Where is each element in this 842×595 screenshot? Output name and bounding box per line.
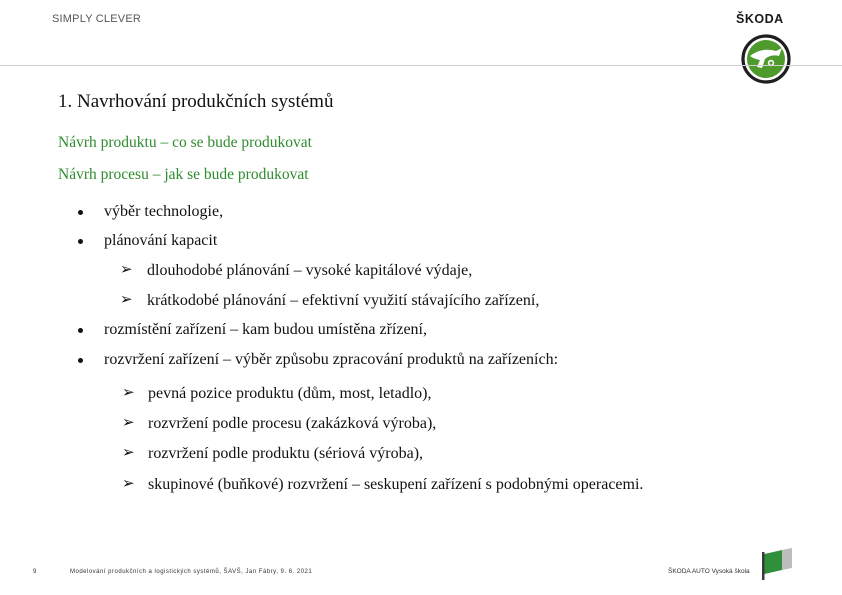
list-item [122,446,423,462]
footer-brand: ŠKODA AUTO Vysoká škola [668,568,750,575]
list-item-text: rozvržení zařízení – výběr způsobu zpracování produktů na zařízeních: [104,351,559,368]
arrow-bullet-icon: ➢ [122,385,135,401]
bullet-dot-icon [78,358,83,363]
footer-citation: Modelování produkčních a logistických systémů, ŠAVŠ, Jan Fábry, 9. 6. 2021 [70,569,313,575]
list-item-text: pevná pozice produktu (dům, most, letadlo), [148,385,432,402]
bullet-dot-icon [78,328,83,333]
list-item [122,477,643,493]
list-item [78,204,223,220]
page-number: 9 [33,569,37,575]
slide-title: 1. Navrhování produkčních systémů [58,91,334,112]
list-item [78,352,558,368]
list-item-text: plánování kapacit [104,232,218,249]
list-item-text: rozvržení podle procesu (zakázková výroba), [148,415,437,432]
list-item-text: skupinové (buňkové) rozvržení – seskupení zařízení s podobnými operacemi. [148,476,644,493]
arrow-bullet-icon: ➢ [122,476,135,492]
bullet-dot-icon [78,239,83,244]
header-divider [0,65,842,66]
list-item-text: rozmístění zařízení – kam budou umístěna zřízení, [104,321,427,338]
list-item-text: rozvržení podle produktu (sériová výroba), [148,445,424,462]
skoda-logo-icon [741,34,791,84]
arrow-bullet-icon: ➢ [122,445,135,461]
arrow-bullet-icon: ➢ [120,262,133,278]
subheading-product: Návrh produktu – co se bude produkovat [58,134,312,151]
brand-tagline: SIMPLY CLEVER [52,13,142,25]
bullet-dot-icon [78,210,83,215]
list-item [120,263,472,279]
arrow-bullet-icon: ➢ [122,415,135,431]
list-item-text: krátkodobé plánování – efektivní využití stávajícího zařízení, [147,292,540,309]
list-item [122,386,431,402]
list-item [78,233,217,249]
list-item [120,293,539,309]
list-item [78,322,427,338]
subheading-process: Návrh procesu – jak se bude produkovat [58,166,309,183]
arrow-bullet-icon: ➢ [120,292,133,308]
school-flag-icon [760,548,794,580]
list-item [122,416,436,432]
list-item-text: dlouhodobé plánování – vysoké kapitálové výdaje, [147,262,473,279]
brand-wordmark: ŠKODA [736,12,784,26]
list-item-text: výběr technologie, [104,203,224,220]
